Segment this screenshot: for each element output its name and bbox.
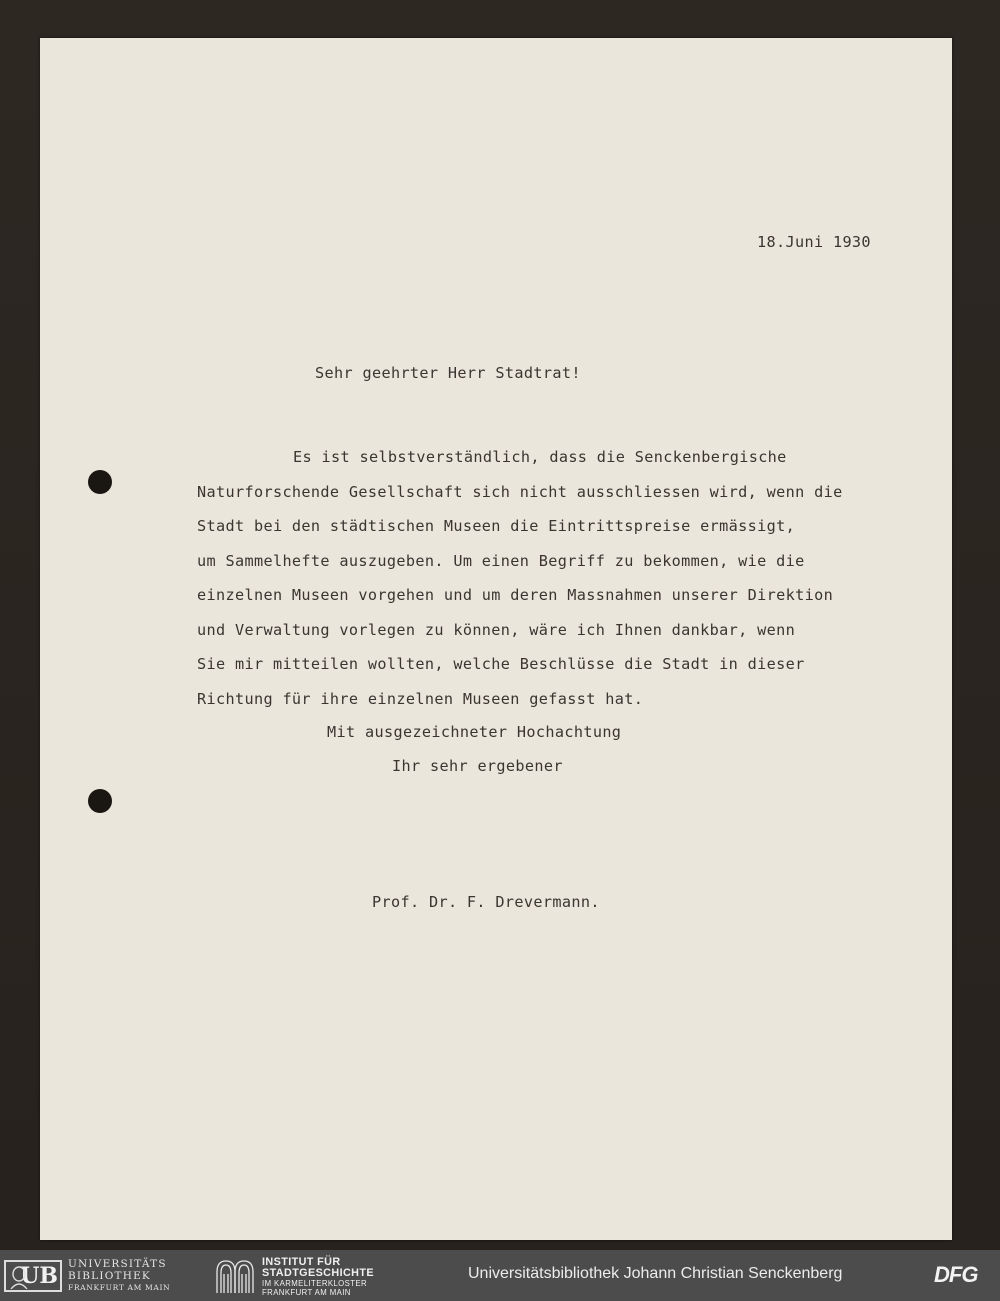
letter-salutation: Sehr geehrter Herr Stadtrat!: [315, 364, 581, 382]
ub-logo-line1: UNIVERSITÄTS: [68, 1258, 167, 1270]
letter-signature: Prof. Dr. F. Drevermann.: [372, 893, 600, 911]
footer-bar: [0, 1250, 1000, 1301]
isg-logo-line4: FRANKFURT AM MAIN: [262, 1288, 351, 1298]
arches-icon: [214, 1258, 254, 1294]
isg-logo[interactable]: [214, 1257, 414, 1297]
letter-body-line: Sie mir mitteilen wollten, welche Beschlüsse die Stadt in dieser: [197, 655, 805, 673]
ub-logo-text: [68, 1259, 170, 1294]
letter-body-line: und Verwaltung vorlegen zu können, wäre ich Ihnen dankbar, wenn: [197, 621, 796, 639]
letter-body-line: Es ist selbstverständlich, dass die Senckenbergische: [293, 448, 787, 466]
isg-logo-line1: INSTITUT FÜR: [262, 1256, 341, 1268]
letter-body-line: Richtung für ihre einzelnen Museen gefasst hat.: [197, 690, 644, 708]
isg-logo-text: [262, 1257, 374, 1297]
letter-closing: Mit ausgezeichneter Hochachtung: [327, 723, 622, 741]
ub-logo-line2: BIBLIOTHEK: [68, 1269, 151, 1282]
letter-page: [40, 38, 952, 1240]
dfg-logo[interactable]: DFG: [934, 1262, 978, 1287]
letter-date: 18.Juni 1930: [757, 233, 871, 251]
ub-logo[interactable]: [4, 1258, 204, 1294]
ub-logo-line3: FRANKFURT AM MAIN: [68, 1283, 171, 1292]
ub-logo-mark: [4, 1260, 62, 1292]
letter-closing-2: Ihr sehr ergebener: [392, 757, 563, 775]
punch-hole-bottom: [88, 789, 112, 813]
letter-body-line: Naturforschende Gesellschaft sich nicht ausschliessen wird, wenn die: [197, 483, 843, 501]
letter-body-line: Stadt bei den städtischen Museen die Eintrittspreise ermässigt,: [197, 517, 796, 535]
isg-logo-line2: STADTGESCHICHTE: [262, 1267, 374, 1280]
punch-hole-top: [88, 470, 112, 494]
ub-logo-letters: UB: [20, 1263, 58, 1289]
letter-body-line: einzelnen Museen vorgehen und um deren Massnahmen unserer Direktion: [197, 586, 834, 604]
letter-body-line: um Sammelhefte auszugeben. Um einen Begriff zu bekommen, wie die: [197, 552, 805, 570]
footer-title: Universitätsbibliothek Johann Christian Senckenberg: [468, 1265, 843, 1282]
isg-logo-line3: IM KARMELITERKLOSTER: [262, 1279, 368, 1289]
portrait-icon: [9, 1265, 29, 1289]
